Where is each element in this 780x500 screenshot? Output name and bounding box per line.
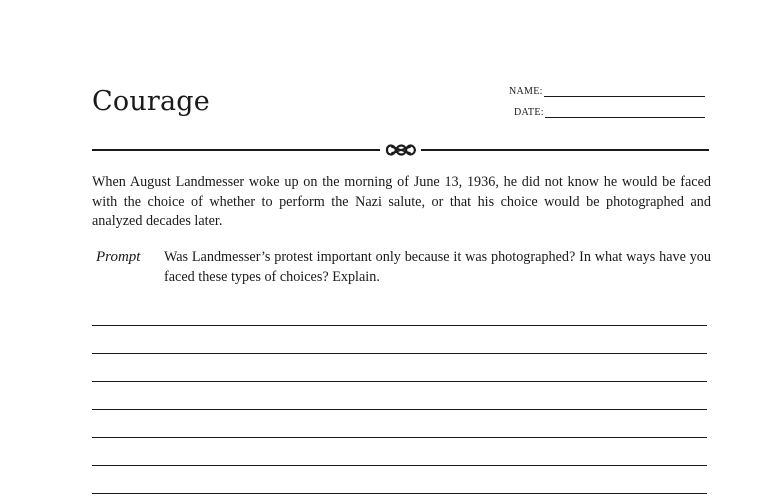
answer-line[interactable]: [92, 465, 707, 466]
date-blank-line[interactable]: [545, 108, 705, 118]
answer-line[interactable]: [92, 409, 707, 410]
name-field[interactable]: [509, 86, 705, 97]
knot-ornament-icon: [384, 140, 418, 160]
date-field[interactable]: [514, 107, 705, 118]
name-label: NAME:: [509, 86, 543, 97]
divider-rule-right: [421, 149, 709, 151]
answer-line[interactable]: [92, 381, 707, 382]
answer-line[interactable]: [92, 353, 707, 354]
worksheet-title: Courage: [92, 86, 210, 117]
prompt-text: Was Landmesser’s protest important only because it was photographed? In what ways have you faced these types of choices? Explain.: [164, 249, 711, 285]
answer-line[interactable]: [92, 325, 707, 326]
date-label: DATE:: [514, 107, 544, 118]
prompt-label: Prompt: [96, 249, 141, 265]
name-blank-line[interactable]: [544, 87, 705, 97]
section-divider: [92, 140, 709, 160]
divider-rule-left: [92, 149, 380, 151]
answer-line[interactable]: [92, 437, 707, 438]
answer-line[interactable]: [92, 493, 707, 494]
intro-paragraph: When August Landmesser woke up on the morning of June 13, 1936, he did not know he would be faced with the choice of whether to perform the Nazi salute, or that his choice would be photographed and analyzed decades later.: [92, 174, 711, 229]
